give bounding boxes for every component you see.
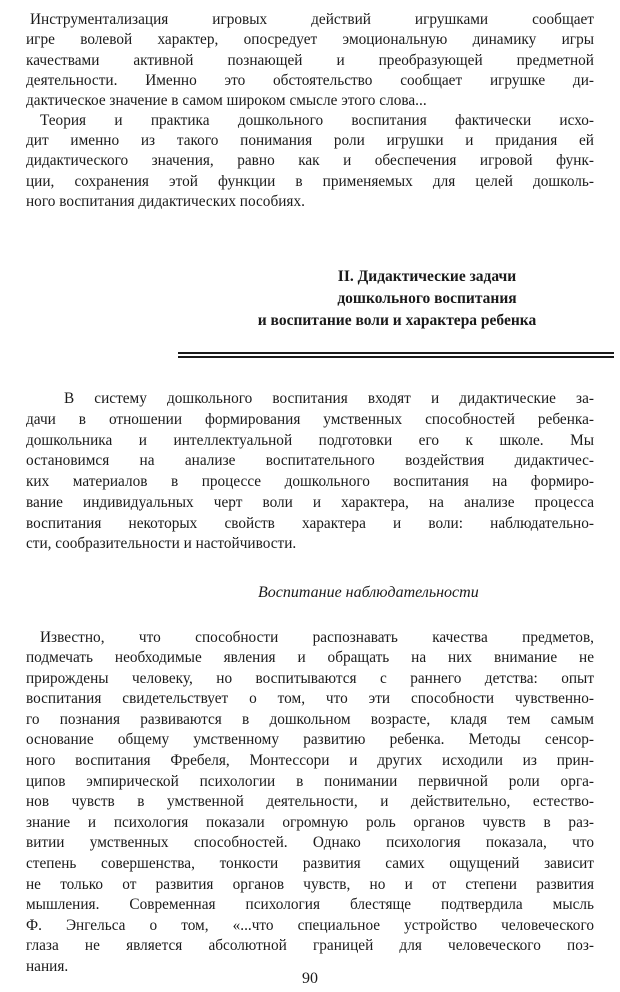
- subtitle-line: Воспитание наблюдательности: [258, 584, 479, 601]
- text-line: ких материалов в процессе дошкольного воспитания на формиро-: [26, 473, 594, 490]
- text-line: нания.: [26, 958, 69, 975]
- heading-line: дошкольного воспитания: [337, 290, 517, 307]
- text-line: не только от развития органов чувств, но и от степени развития: [26, 876, 594, 893]
- text-line: качествами активной познающей и преобразующей предметной: [26, 52, 594, 69]
- text-line: дачи в отношении формирования умственных способностей ребенка-: [26, 411, 594, 428]
- text-line: дит именно из такого понимания роли игрушки и придания ей: [26, 132, 594, 149]
- text-line: воспитания свидетельствует о том, что эти способности чувственно-: [26, 690, 594, 707]
- text-line: Теория и практика дошкольного воспитания фактически исхо-: [40, 112, 594, 129]
- page-number: 90: [302, 970, 318, 987]
- text-line: нов чувств в умственной деятельности, и действительно, естество-: [26, 793, 594, 810]
- text-line: знание и психология показали огромную роль органов чувств в раз-: [26, 814, 594, 831]
- text-line: игре волевой характер, опосредует эмоциональную динамику игры: [26, 31, 594, 48]
- text-line: вание индивидуальных черт воли и характера, на анализе процесса: [26, 494, 594, 511]
- text-line: ции, сохранения этой функции в применяемых для целей дошколь-: [26, 173, 594, 190]
- heading-line: II. Дидактические задачи: [337, 268, 517, 285]
- text-line: Известно, что способности распознавать качества предметов,: [40, 629, 594, 646]
- text-line: дидактического значения, равно как и обеспечения игровой функ-: [26, 152, 594, 169]
- text-line: подмечать необходимые явления и обращать на них внимание не: [26, 649, 594, 666]
- text-line: прирождены человеку, но воспитываются с раннего детства: опыт: [26, 670, 594, 687]
- text-line: остановимся на анализе воспитательного воздействия дидактичес-: [26, 452, 594, 469]
- text-line: мышления. Современная психология блестяще подтвердила мысль: [26, 896, 594, 913]
- text-line: го познания развиваются в дошкольном возрасте, кладя тем самым: [26, 711, 594, 728]
- text-line: деятельности. Именно это обстоятельство сообщает игрушке ди-: [26, 72, 594, 89]
- text-line: витии умственных способностей. Однако психология показала, что: [26, 834, 594, 851]
- text-line: дошкольника и интеллектуальной подготовки его к школе. Мы: [26, 432, 594, 449]
- heading-line: и воспитание воли и характера ребенка: [257, 312, 537, 329]
- text-line: сти, сообразительности и настойчивости.: [26, 535, 297, 552]
- text-line: основание общему умственному развитию ребенка. Методы сенсор-: [26, 731, 594, 748]
- text-line: В систему дошкольного воспитания входят и дидактические за-: [64, 390, 594, 407]
- text-line: ного воспитания Фребеля, Монтессори и других исходили из прин-: [26, 752, 594, 769]
- text-line: глаза не является абсолютной границей для человеческого поз-: [26, 937, 594, 954]
- text-line: Ф. Энгельса о том, «...что специальное устройство человеческого: [26, 917, 594, 934]
- text-line: дактическое значение в самом широком смысле этого слова...: [26, 92, 427, 109]
- double-rule-divider: [178, 352, 614, 359]
- text-line: степень совершенства, тонкости развития самих ощущений зависит: [26, 855, 594, 872]
- text-line: воспитания некоторых свойств характера и воли: наблюдательно-: [26, 515, 594, 532]
- text-line: Инструментализация игровых действий игрушками сообщает: [30, 11, 594, 28]
- text-line: ного воспитания дидактических пособиях.: [26, 193, 305, 210]
- text-line: ципов эмпирической психологии в понимании первичной роли орга-: [26, 773, 594, 790]
